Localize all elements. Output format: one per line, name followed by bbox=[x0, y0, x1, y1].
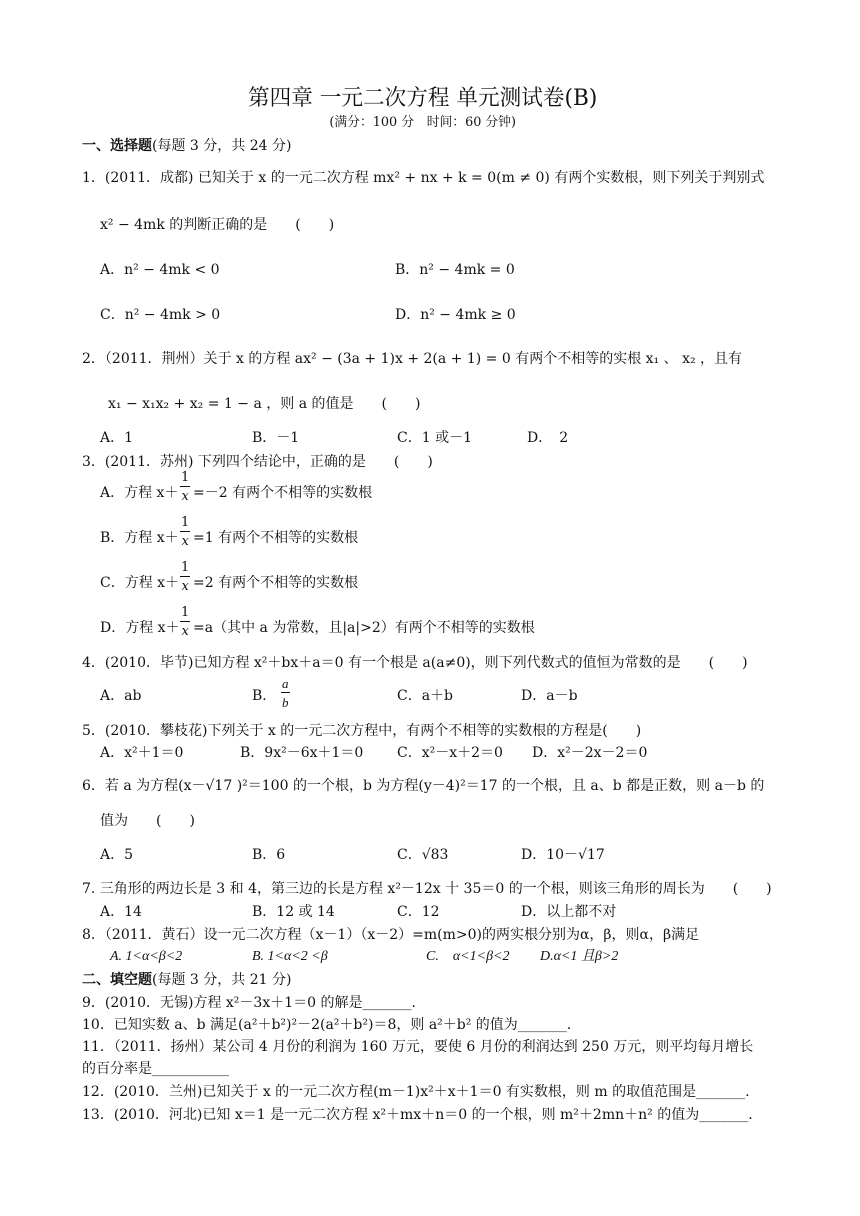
section-title: 一、选择题 bbox=[82, 138, 152, 154]
question-4-stem: 4．(2010．毕节)已知方程 x²＋bx＋a＝0 有一个根是 a(a≠0)，则下列代数式的值恒为常数的是 ( ) bbox=[82, 655, 748, 671]
question-3-option-b-pre: B．方程 x＋ bbox=[100, 530, 179, 546]
question-9: 9．(2010．无锡)方程 x²－3x＋1＝0 的解是_______. bbox=[82, 995, 416, 1011]
question-3-option-b-fraction bbox=[180, 516, 190, 548]
question-4-option-a: A．ab bbox=[100, 688, 142, 704]
fraction-numerator: 1 bbox=[181, 470, 190, 485]
question-8-option-d: D.α<1 且β>2 bbox=[540, 949, 619, 964]
question-7-option-a: A．14 bbox=[100, 904, 142, 920]
question-3-option-c-pre: C．方程 x＋ bbox=[100, 575, 180, 591]
question-6-option-a: A．5 bbox=[100, 847, 134, 863]
question-2-option-c: C．1 或－1 bbox=[397, 430, 472, 446]
fraction-denominator: x bbox=[181, 489, 189, 504]
question-4-option-c: C．a＋b bbox=[397, 688, 454, 704]
fraction-denominator: b bbox=[282, 695, 289, 710]
question-10: 10．已知实数 a、b 满足(a²＋b²)²－2(a²＋b²)＝8，则 a²＋b² 的值为_______. bbox=[82, 1017, 572, 1033]
section-note: (每题 3 分，共 24 分) bbox=[152, 138, 292, 154]
question-8-option-b: B. 1<α<2 <β bbox=[252, 949, 328, 964]
page-title: 第四章 一元二次方程 单元测试卷(B) bbox=[248, 86, 598, 111]
question-3-option-a-pre: A．方程 x＋ bbox=[100, 485, 179, 501]
question-6-option-b: B．6 bbox=[252, 847, 286, 863]
question-7-option-d: D．以上都不对 bbox=[521, 904, 617, 920]
question-1-stem-cont: x² − 4mk 的判断正确的是 ( ) bbox=[100, 217, 335, 233]
question-13: 13．(2010．河北)已知 x＝1 是一元二次方程 x²＋mx＋n＝0 的一个根，则 m²＋2mn＋n² 的值为_______. bbox=[82, 1107, 753, 1123]
fraction-numerator: 1 bbox=[181, 560, 190, 575]
question-11-stem-cont: 的百分率是___________ bbox=[82, 1061, 229, 1077]
question-5-stem: 5．(2010．攀枝花)下列关于 x 的一元二次方程中，有两个不相等的实数根的方程是( ) bbox=[82, 723, 642, 739]
question-2-option-d: D． 2 bbox=[527, 430, 569, 446]
question-3-stem: 3．(2011．苏州) 下列四个结论中，正确的是 ( ) bbox=[82, 454, 433, 470]
question-3-option-b-post: =1 有两个不相等的实数根 bbox=[193, 530, 359, 546]
page-subtitle: (满分：100 分 时间：60 分钟) bbox=[329, 115, 516, 130]
question-6-stem: 6．若 a 为方程(x－√17 )²＝100 的一个根，b 为方程(y－4)²＝17 的一个根，且 a、b 都是正数，则 a－b 的 bbox=[82, 778, 765, 794]
fraction-numerator: 1 bbox=[181, 515, 190, 530]
question-11-stem: 11．（2011．扬州）某公司 4 月份的利润为 160 万元，要使 6 月份的利润达到 250 万元，则平均每月增长 bbox=[82, 1039, 754, 1055]
section-heading-fill bbox=[82, 973, 291, 987]
question-3-option-c-post: =2 有两个不相等的实数根 bbox=[193, 575, 359, 591]
question-3-option-c-fraction bbox=[180, 561, 190, 593]
question-3-option-d-fraction bbox=[180, 606, 190, 638]
question-7-stem: 7. 三角形的两边长是 3 和 4，第三边的长是方程 x²－12x 十 35＝0 的一个根，则该三角形的周长为 ( ) bbox=[82, 881, 772, 897]
question-1-stem: 1．(2011．成都) 已知关于 x 的一元二次方程 mx² + nx + k = 0(m ≠ 0) 有两个实数根，则下列关于判别式 bbox=[82, 170, 765, 186]
fraction-denominator: x bbox=[181, 534, 189, 549]
question-3-option-a-post: =－2 有两个不相等的实数根 bbox=[193, 485, 373, 501]
section-title: 二、填空题 bbox=[82, 972, 152, 988]
question-7-option-c: C．12 bbox=[397, 904, 440, 920]
question-7-option-b: B．12 或 14 bbox=[252, 904, 335, 920]
question-2-stem-cont: x₁ − x₁x₂ + x₂ = 1 − a ，则 a 的值是 ( ) bbox=[108, 396, 421, 412]
question-8-option-c: C. α<1<β<2 bbox=[426, 949, 510, 964]
question-3-option-d-post: =a（其中 a 为常数，且|a|>2）有两个不相等的实数根 bbox=[193, 620, 535, 636]
section-note: (每题 3 分，共 21 分) bbox=[152, 972, 292, 988]
question-5-option-d: D．x²－2x－2＝0 bbox=[532, 745, 648, 761]
fraction-numerator: 1 bbox=[181, 605, 190, 620]
question-3-option-d-pre: D．方程 x＋ bbox=[100, 620, 180, 636]
section-heading-choice bbox=[82, 139, 291, 153]
question-6-option-d: D．10－√17 bbox=[521, 847, 605, 863]
question-6-stem-cont: 值为 ( ) bbox=[100, 813, 195, 829]
question-12: 12．(2010．兰州)已知关于 x 的一元二次方程(m－1)x²＋x＋1＝0 有实数根，则 m 的取值范围是_______. bbox=[82, 1084, 750, 1100]
fraction-denominator: x bbox=[181, 579, 189, 594]
question-2-option-a: A．1 bbox=[100, 430, 134, 446]
question-5-option-c: C．x²－x＋2＝0 bbox=[397, 745, 503, 761]
question-1-option-a: A．n² − 4mk < 0 bbox=[100, 262, 220, 278]
question-2-stem: 2．（2011．荆州）关于 x 的方程 ax² − (3a + 1)x + 2(a + 1) = 0 有两个不相等的实根 x₁ 、 x₂ ，且有 bbox=[82, 351, 743, 367]
question-5-option-b: B．9x²－6x＋1＝0 bbox=[240, 745, 364, 761]
question-1-option-d: D．n² − 4mk ≥ 0 bbox=[395, 307, 516, 323]
question-2-option-b: B．－1 bbox=[252, 430, 300, 446]
question-1-option-c: C．n² − 4mk > 0 bbox=[100, 307, 221, 323]
fraction-denominator: x bbox=[181, 624, 189, 639]
question-4-option-b-fraction bbox=[281, 677, 290, 709]
question-6-option-c: C．√83 bbox=[397, 847, 449, 863]
question-3-option-a-fraction bbox=[180, 471, 190, 503]
question-8-stem: 8．（2011．黄石）设一元二次方程（x－1）（x－2）=m(m>0)的两实根分别为α，β，则α，β满足 bbox=[82, 927, 700, 943]
question-4-option-b-label: B． bbox=[252, 688, 277, 704]
fraction-numerator: a bbox=[282, 676, 289, 691]
question-4-option-d: D．a－b bbox=[521, 688, 578, 704]
question-8-option-a: A. 1<α<β<2 bbox=[110, 949, 183, 964]
question-5-option-a: A．x²＋1＝0 bbox=[100, 745, 184, 761]
question-1-option-b: B．n² − 4mk = 0 bbox=[395, 262, 515, 278]
